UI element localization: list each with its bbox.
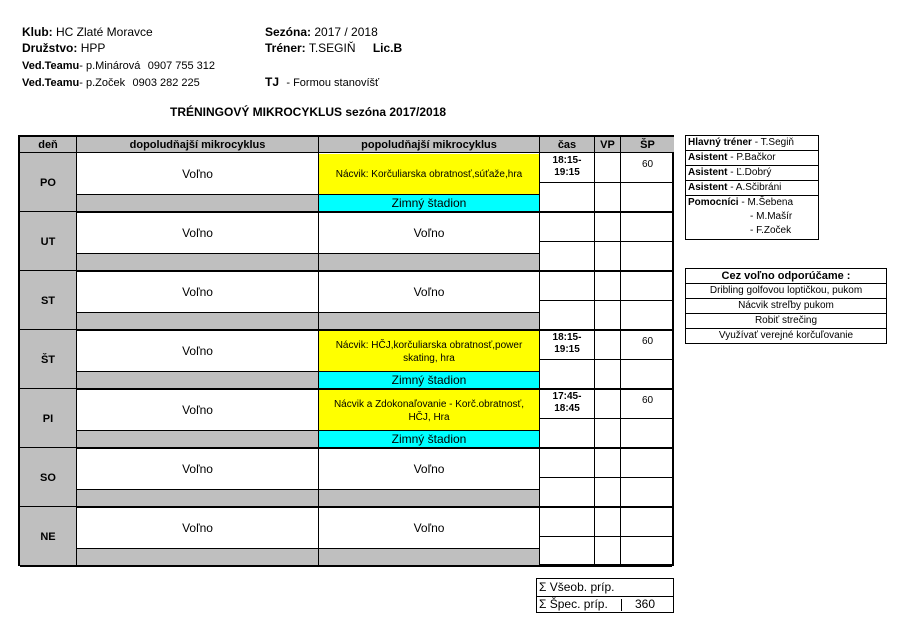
morning-footer xyxy=(77,313,318,329)
time-cell: 18:15- 19:15 xyxy=(552,332,582,355)
season-line: Sezóna: 2017 / 2018 xyxy=(265,25,378,39)
afternoon-activity: Nácvik: Korčuliarska obratnosť,súťaže,hra xyxy=(319,154,539,195)
staff-assistant-2: Asistent - Ľ.Dobrý xyxy=(686,165,818,180)
sp-cell: 60 xyxy=(641,395,654,406)
inner-divider xyxy=(540,241,672,242)
inner-divider xyxy=(540,182,672,183)
morning-footer xyxy=(77,254,318,270)
morning-cell: Voľno xyxy=(182,520,213,535)
inner-divider xyxy=(540,536,672,537)
staff-assistant-3: Asistent - A.Sčibráni xyxy=(686,180,818,195)
day-label: UT xyxy=(20,212,76,271)
morning-footer xyxy=(77,372,318,388)
team-line: Družstvo: HPP xyxy=(22,41,106,55)
inner-divider xyxy=(540,477,672,478)
leader1-line: Ved.Teamu- p.Minárová 0907 755 312 xyxy=(22,60,216,72)
afternoon-cell: Voľno xyxy=(413,461,445,476)
venue-cell: Zimný štadion xyxy=(319,431,539,447)
staff-assistant-1: Asistent - P.Bačkor xyxy=(686,150,818,165)
sp-cell: 60 xyxy=(641,336,654,347)
morning-footer xyxy=(77,195,318,211)
afternoon-cell: Voľno xyxy=(413,225,445,240)
morning-cell: Voľno xyxy=(182,225,213,240)
summary-special: Σ Špec. príp. xyxy=(539,597,608,611)
column-divider xyxy=(620,137,621,564)
recommendation-item: Nácvik streľby pukom xyxy=(686,299,886,314)
inner-divider xyxy=(77,371,539,372)
morning-footer xyxy=(77,490,318,506)
summary-cell-divider xyxy=(621,599,622,611)
day-label: ST xyxy=(20,271,76,330)
tj-line: TJ - Formou stanovíšť xyxy=(265,75,380,89)
col-header-afternoon: popoludňajší mikrocyklus xyxy=(319,137,539,153)
club-line: Klub: HC Zlaté Moravce xyxy=(22,25,153,39)
inner-divider xyxy=(540,300,672,301)
morning-cell: Voľno xyxy=(182,284,213,299)
row-divider xyxy=(20,565,672,567)
morning-cell: Voľno xyxy=(182,343,213,358)
day-label: SO xyxy=(20,448,76,507)
afternoon-cell: Voľno xyxy=(413,520,445,535)
col-header-time: čas xyxy=(540,137,594,153)
staff-head-coach: Hlavný tréner - T.Segiň xyxy=(688,137,794,148)
inner-divider xyxy=(540,418,672,419)
sp-cell: 60 xyxy=(641,159,654,170)
morning-cell: Voľno xyxy=(182,166,213,181)
column-divider xyxy=(594,137,595,564)
col-header-sp: ŠP xyxy=(621,137,674,153)
morning-cell: Voľno xyxy=(182,402,213,417)
day-label: NE xyxy=(20,507,76,566)
day-label: PO xyxy=(20,153,76,212)
inner-divider xyxy=(77,489,539,490)
afternoon-cell: Voľno xyxy=(413,284,445,299)
recommendations-box xyxy=(685,268,887,344)
training-table xyxy=(18,135,674,566)
day-label: PI xyxy=(20,389,76,448)
afternoon-footer xyxy=(319,313,539,329)
leader2-line: Ved.Teamu- p.Zoček 0903 282 225 xyxy=(22,77,200,89)
morning-footer xyxy=(77,549,318,565)
recommendation-item: Využívať verejné korčuľovanie xyxy=(718,330,854,341)
col-header-vp: VP xyxy=(595,137,620,153)
inner-divider xyxy=(77,430,539,431)
staff-helper-3: - F.Zoček xyxy=(750,225,792,236)
venue-cell: Zimný štadion xyxy=(319,195,539,211)
page-title: TRÉNINGOVÝ MIKROCYKLUS sezóna 2017/2018 xyxy=(170,105,447,119)
recommendation-item: Dribling golfovou loptičkou, pukom xyxy=(686,284,886,299)
inner-divider xyxy=(77,253,539,254)
staff-box xyxy=(685,135,819,240)
morning-cell: Voľno xyxy=(182,461,213,476)
col-header-day: deň xyxy=(20,137,76,153)
recommendation-item: Robiť strečing xyxy=(686,314,886,329)
day-label: ŠT xyxy=(20,330,76,389)
staff-helpers: Pomocníci - M.Šebena xyxy=(686,195,818,210)
summary-box xyxy=(536,578,674,613)
inner-divider xyxy=(77,548,539,549)
afternoon-footer xyxy=(319,254,539,270)
column-divider xyxy=(76,137,77,564)
morning-footer xyxy=(77,431,318,447)
summary-special-value: 360 xyxy=(635,597,656,611)
recommendations-title: Cez voľno odporúčame : xyxy=(686,269,886,284)
summary-general: Σ Všeob. príp. xyxy=(539,580,615,594)
col-header-morning: dopoludňajší mikrocyklus xyxy=(77,137,318,153)
venue-cell: Zimný štadion xyxy=(319,372,539,388)
column-divider xyxy=(318,137,319,564)
time-cell: 17:45- 18:45 xyxy=(552,391,582,414)
afternoon-activity: Nácvik: HČJ,korčuliarska obratnosť,power skating, hra xyxy=(319,331,539,372)
column-divider xyxy=(539,137,540,564)
staff-helper-2: - M.Mašír xyxy=(750,211,793,222)
coach-line: Tréner: T.SEGIŇ Lic.B xyxy=(265,41,403,55)
inner-divider xyxy=(77,194,539,195)
afternoon-footer xyxy=(319,490,539,506)
time-cell: 18:15- 19:15 xyxy=(552,155,582,178)
inner-divider xyxy=(540,359,672,360)
afternoon-activity: Nácvik a Zdokonaľovanie - Korč.obratnosť, HČJ, Hra xyxy=(319,390,539,431)
afternoon-footer xyxy=(319,549,539,565)
inner-divider xyxy=(77,312,539,313)
